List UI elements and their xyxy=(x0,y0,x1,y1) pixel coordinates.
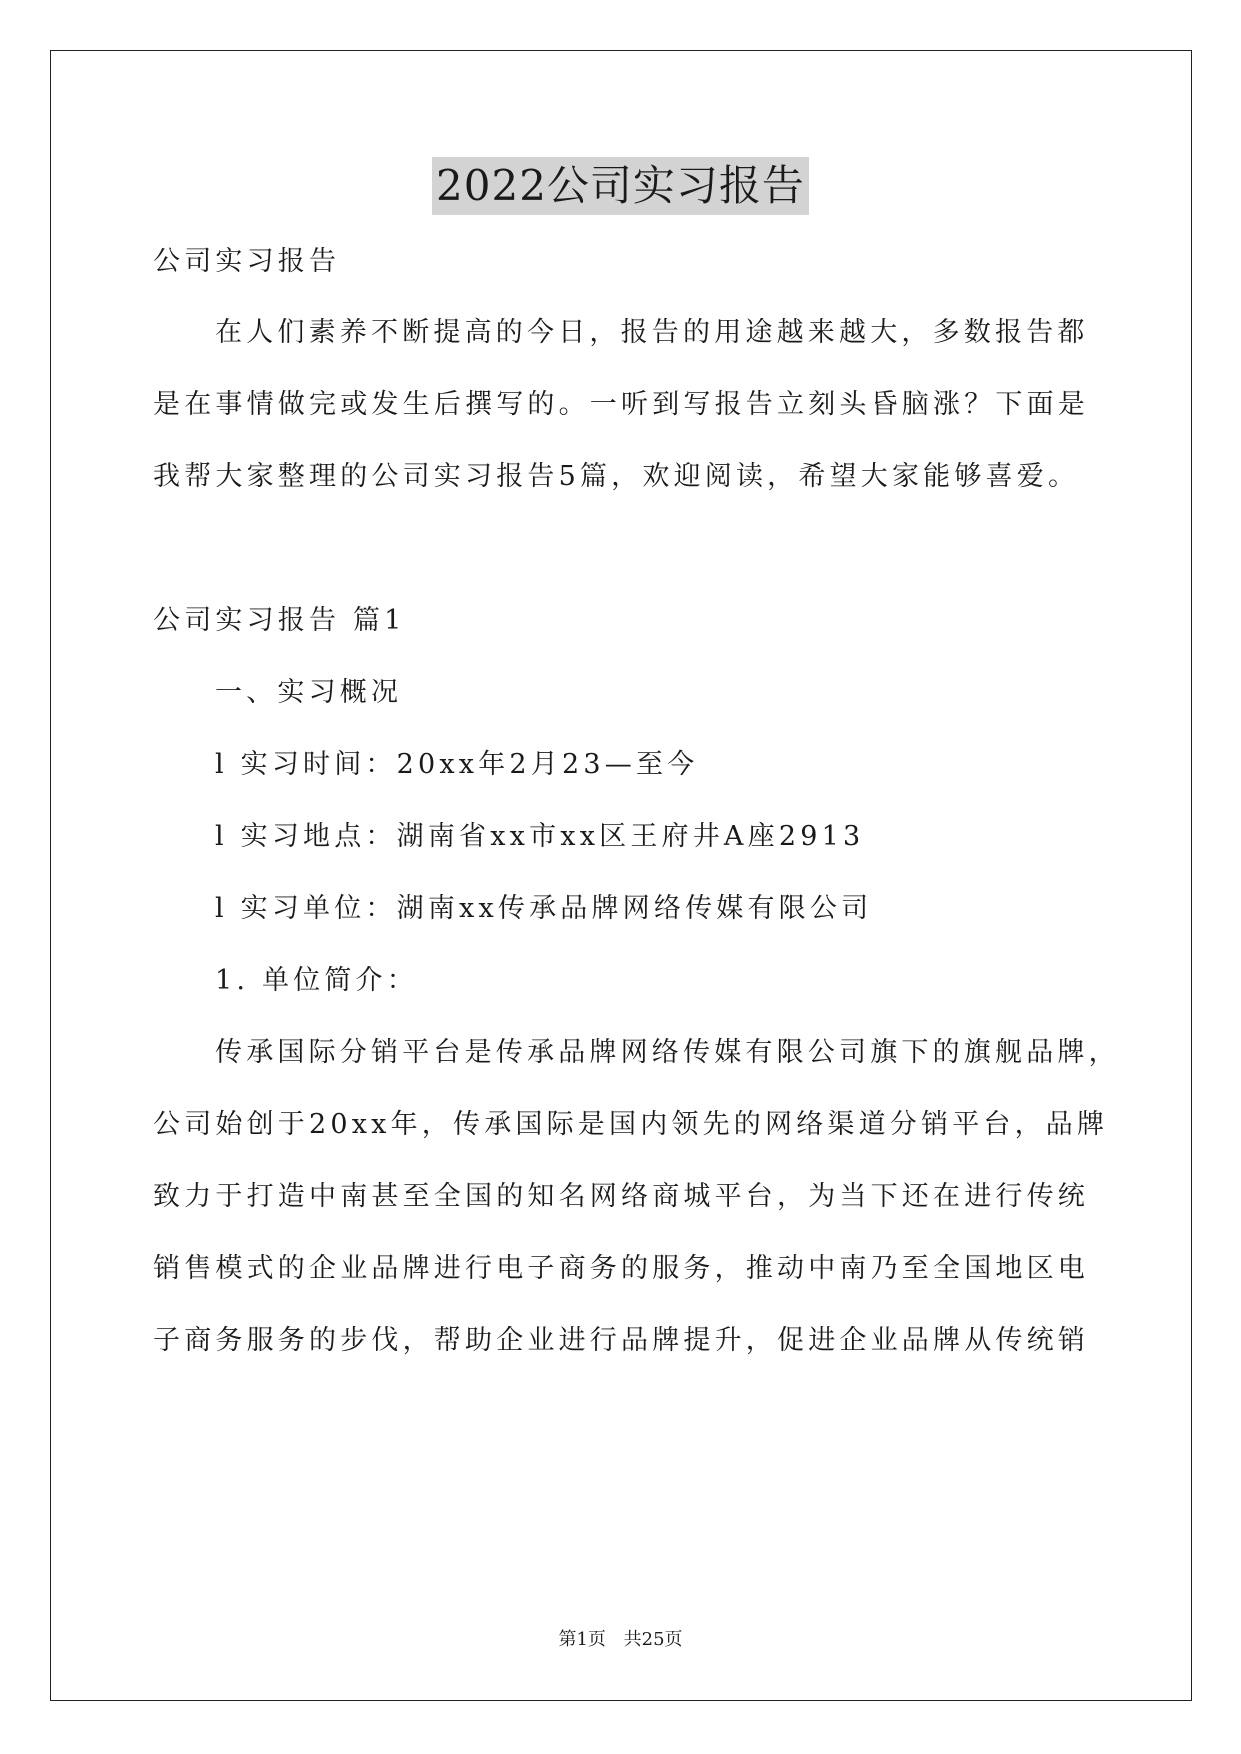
internship-time: l 实习时间：20xx年2月23—至今 xyxy=(215,749,699,780)
internship-company: l 实习单位：湖南xx传承品牌网络传媒有限公司 xyxy=(215,893,873,924)
company-intro-line-2: 公司始创于20xx年，传承国际是国内领先的网络渠道分销平台，品牌 xyxy=(153,1109,1109,1140)
subtitle-line: 公司实习报告 xyxy=(153,246,341,277)
section-heading: 公司实习报告 篇1 xyxy=(153,605,406,636)
page-border xyxy=(50,50,1192,1701)
page-total: 共25页 xyxy=(623,1629,683,1650)
intro-line-3: 我帮大家整理的公司实习报告5篇，欢迎阅读，希望大家能够喜爱。 xyxy=(153,461,1080,492)
company-intro-line-4: 销售模式的企业品牌进行电子商务的服务，推动中南乃至全国地区电 xyxy=(153,1253,1089,1284)
company-intro-line-5: 子商务服务的步伐，帮助企业进行品牌提升，促进企业品牌从传统销 xyxy=(153,1325,1089,1356)
company-intro-line-1: 传承国际分销平台是传承品牌网络传媒有限公司旗下的旗舰品牌， xyxy=(215,1037,1120,1068)
intro-line-2: 是在事情做完或发生后撰写的。一听到写报告立刻头昏脑涨？下面是 xyxy=(153,389,1089,420)
company-intro-heading: 1. 单位简介： xyxy=(215,965,418,996)
intro-line-1: 在人们素养不断提高的今日，报告的用途越来越大，多数报告都 xyxy=(215,317,1089,348)
page-number: 第1页 xyxy=(558,1629,606,1650)
internship-location: l 实习地点：湖南省xx市xx区王府井A座2913 xyxy=(215,821,865,852)
page-footer xyxy=(0,1628,1241,1652)
document-title: 2022公司实习报告 xyxy=(432,157,809,215)
company-intro-line-3: 致力于打造中南甚至全国的知名网络商城平台，为当下还在进行传统 xyxy=(153,1181,1089,1212)
title-container xyxy=(0,157,1241,215)
overview-heading: 一、实习概况 xyxy=(215,677,403,708)
